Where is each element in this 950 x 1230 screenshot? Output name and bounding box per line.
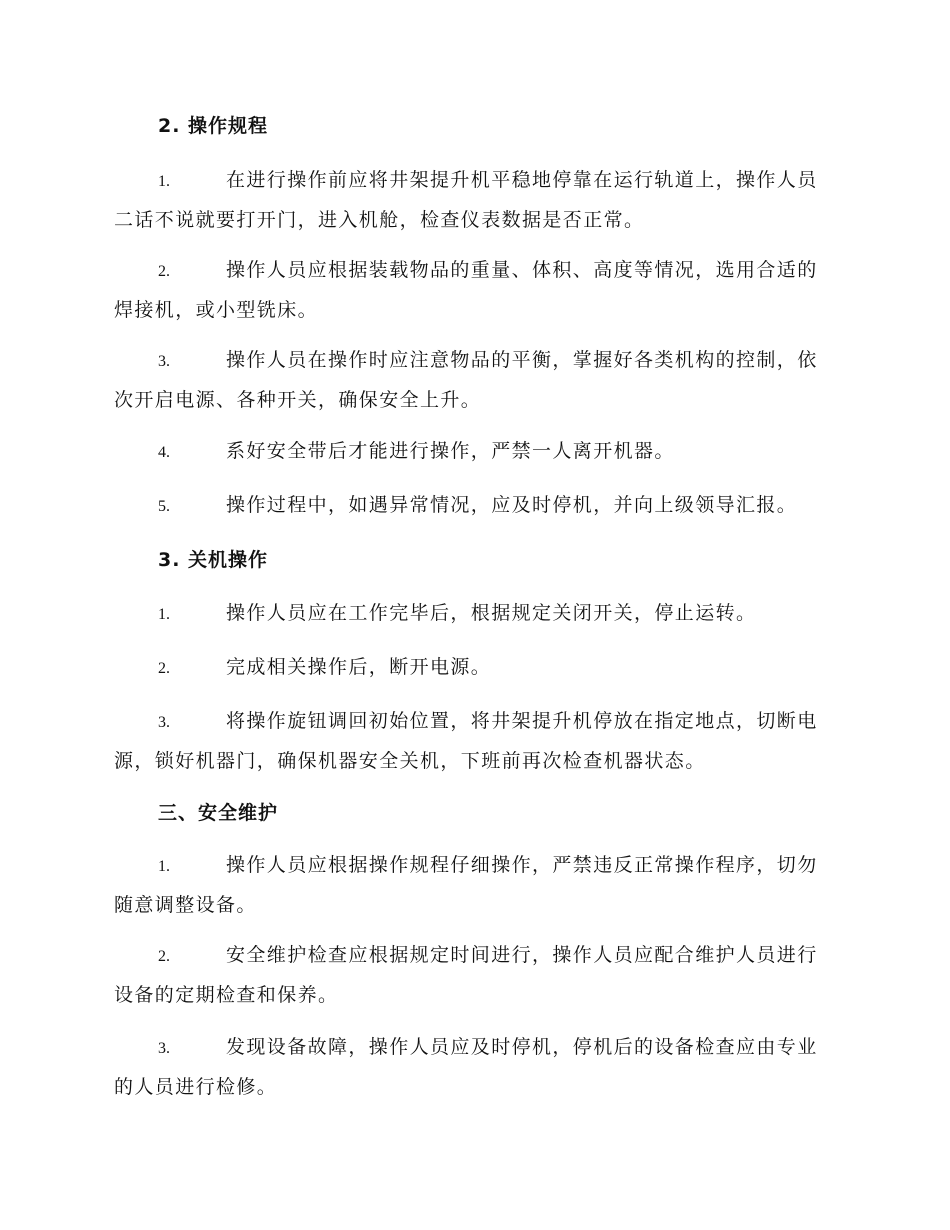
item-number: 1. (158, 606, 170, 623)
item-number: 2. (158, 660, 170, 677)
item-number: 3. (158, 353, 170, 370)
item-number: 2. (158, 263, 170, 280)
item-text: 安全维护检查应根据规定时间进行，操作人员应配合维护人员进行设备的定期检查和保养。 (114, 944, 818, 1006)
item-number: 3. (158, 1040, 170, 1057)
item-text: 发现设备故障，操作人员应及时停机，停机后的设备检查应由专业的人员进行检修。 (114, 1036, 818, 1098)
item-text: 操作过程中，如遇异常情况，应及时停机，并向上级领导汇报。 (226, 494, 798, 516)
list-item (114, 846, 834, 924)
item-number: 2. (158, 948, 170, 965)
item-text: 操作人员在操作时应注意物品的平衡，掌握好各类机构的控制，依次开启电源、各种开关，确保安全上升。 (114, 349, 818, 411)
item-text: 系好安全带后才能进行操作，严禁一人离开机器。 (226, 440, 675, 462)
item-text: 操作人员应在工作完毕后，根据规定关闭开关，停止运转。 (226, 602, 757, 624)
section-heading: 3. 关机操作 (158, 549, 269, 571)
item-number: 4. (158, 444, 170, 461)
item-text: 将操作旋钮调回初始位置，将井架提升机停放在指定地点，切断电源，锁好机器门，确保机器安全关机，下班前再次检查机器状态。 (114, 710, 818, 772)
item-number: 1. (158, 858, 170, 875)
list-item (114, 594, 834, 634)
item-text: 完成相关操作后，断开电源。 (226, 656, 492, 678)
section-heading: 三、安全维护 (158, 802, 279, 824)
list-item (114, 341, 834, 419)
item-text: 在进行操作前应将井架提升机平稳地停靠在运行轨道上，操作人员二话不说就要打开门，进入机舱，检查仪表数据是否正常。 (114, 169, 818, 231)
list-item (114, 702, 834, 780)
item-number: 5. (158, 498, 170, 515)
list-item (114, 251, 834, 329)
list-item (114, 486, 834, 526)
item-text: 操作人员应根据装载物品的重量、体积、高度等情况，选用合适的焊接机，或小型铣床。 (114, 259, 818, 321)
item-text: 操作人员应根据操作规程仔细操作，严禁违反正常操作程序，切勿随意调整设备。 (114, 854, 818, 916)
list-item (114, 648, 834, 688)
section-heading: 2. 操作规程 (158, 115, 269, 137)
list-item (114, 1028, 834, 1106)
list-item (114, 432, 834, 472)
item-number: 1. (158, 173, 170, 190)
list-item (114, 161, 834, 239)
list-item (114, 936, 834, 1014)
item-number: 3. (158, 714, 170, 731)
